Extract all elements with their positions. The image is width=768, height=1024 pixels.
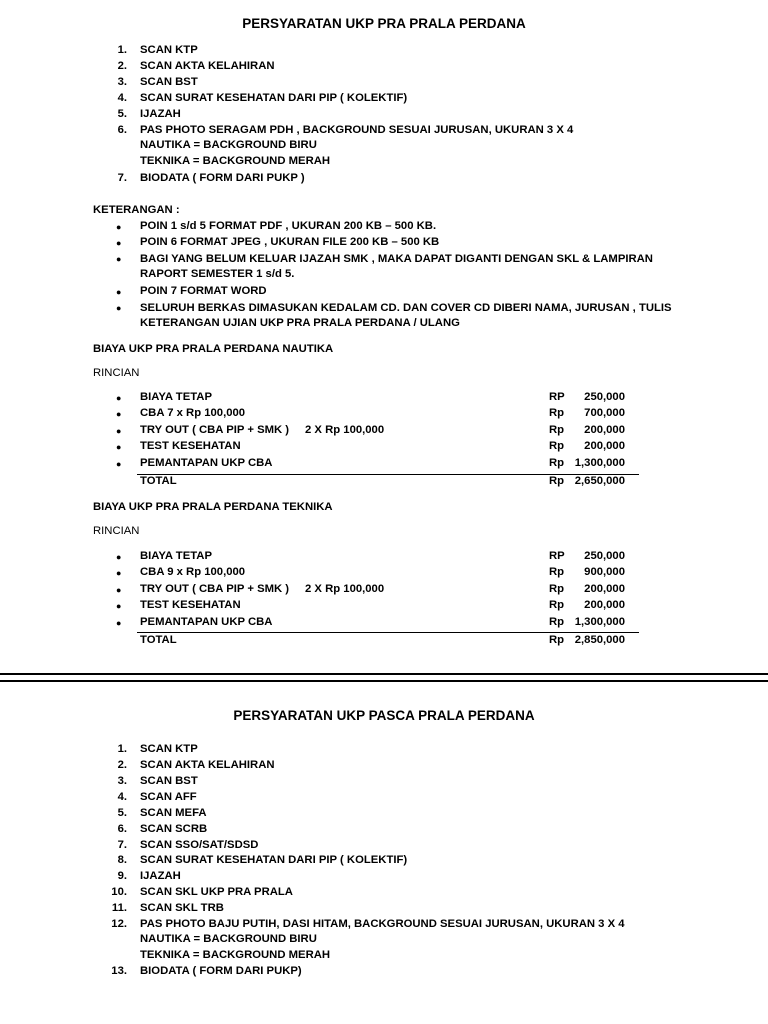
page-divider — [0, 673, 768, 675]
cost-amount: 900,000 — [584, 566, 625, 578]
list-item: SCAN SKL TRB — [140, 902, 224, 914]
cost-label: BIAYA TETAP — [140, 550, 212, 562]
list-number: 3. — [117, 775, 127, 787]
list-number: 1. — [117, 44, 127, 56]
list-item: SCAN SKL UKP PRA PRALA — [140, 886, 293, 898]
list-number: 6. — [117, 124, 127, 136]
list-item: SCAN SSO/SAT/SDSD — [140, 839, 259, 851]
cost-currency: Rp — [549, 440, 565, 452]
cost-label: TEST KESEHATAN — [140, 440, 241, 452]
cost-currency: Rp — [549, 583, 565, 595]
bullet: ● — [116, 585, 122, 595]
list-item: SCAN SURAT KESEHATAN DARI PIP ( KOLEKTIF) — [140, 92, 408, 104]
cost-label: TRY OUT ( CBA PIP + SMK ) — [140, 583, 290, 595]
list-number: 6. — [117, 823, 127, 835]
nautika-heading: BIAYA UKP PRA PRALA PERDANA NAUTIKA — [93, 343, 334, 355]
list-item: BIODATA ( FORM DARI PUKP ) — [140, 172, 305, 184]
list-item: SCAN SCRB — [140, 823, 208, 835]
prala-title: PERSYARATAN UKP PRA PRALA PERDANA — [242, 16, 526, 31]
keterangan-label: KETERANGAN : — [93, 204, 180, 216]
total-divider — [137, 632, 639, 633]
cost-multiplier: 2 X Rp 100,000 — [305, 583, 385, 595]
total-amount: 2,850,000 — [574, 634, 625, 646]
cost-currency: Rp — [549, 616, 565, 628]
bullet: ● — [116, 552, 122, 562]
bullet: ● — [116, 426, 122, 436]
list-item: BIODATA ( FORM DARI PUKP) — [140, 965, 302, 977]
list-item: SCAN KTP — [140, 44, 198, 56]
total-currency: Rp — [549, 475, 565, 487]
cost-amount: 250,000 — [584, 391, 625, 403]
list-number: 5. — [117, 807, 127, 819]
list-number: 7. — [117, 839, 127, 851]
keterangan-item: POIN 7 FORMAT WORD — [140, 285, 267, 297]
list-number: 1. — [117, 743, 127, 755]
cost-currency: RP — [549, 391, 565, 403]
list-item-subline: NAUTIKA = BACKGROUND BIRU — [140, 933, 317, 945]
bullet: ● — [116, 393, 122, 403]
list-number: 12. — [111, 918, 127, 930]
list-item: SCAN AKTA KELAHIRAN — [140, 60, 275, 72]
cost-currency: Rp — [549, 407, 565, 419]
list-item-subline: NAUTIKA = BACKGROUND BIRU — [140, 139, 317, 151]
cost-label: PEMANTAPAN UKP CBA — [140, 457, 273, 469]
list-item: IJAZAH — [140, 870, 181, 882]
list-item: SCAN KTP — [140, 743, 198, 755]
list-number: 5. — [117, 108, 127, 120]
list-item: PAS PHOTO BAJU PUTIH, DASI HITAM, BACKGROUND SESUAI JURUSAN, UKURAN 3 X 4 — [140, 918, 625, 930]
cost-currency: Rp — [549, 457, 565, 469]
list-number: 2. — [117, 759, 127, 771]
list-number: 10. — [111, 886, 127, 898]
list-item-subline: TEKNIKA = BACKGROUND MERAH — [140, 155, 331, 167]
list-number: 11. — [111, 902, 127, 914]
keterangan-item-cont: KETERANGAN UJIAN UKP PRA PRALA PERDANA / ULANG — [140, 317, 460, 329]
total-label: TOTAL — [140, 475, 177, 487]
bullet: ● — [116, 303, 122, 313]
cost-label: BIAYA TETAP — [140, 391, 212, 403]
keterangan-item: POIN 1 s/d 5 FORMAT PDF , UKURAN 200 KB – 500 KB. — [140, 220, 437, 232]
cost-amount: 1,300,000 — [574, 457, 625, 469]
bullet: ● — [116, 254, 122, 264]
list-number: 3. — [117, 76, 127, 88]
cost-amount: 1,300,000 — [574, 616, 625, 628]
bullet: ● — [116, 459, 122, 469]
bullet: ● — [116, 287, 122, 297]
bullet: ● — [116, 222, 122, 232]
list-number: 4. — [117, 791, 127, 803]
list-number: 4. — [117, 92, 127, 104]
cost-currency: Rp — [549, 599, 565, 611]
bullet: ● — [116, 601, 122, 611]
keterangan-item: SELURUH BERKAS DIMASUKAN KEDALAM CD. DAN COVER CD DIBERI NAMA, JURUSAN , TULIS — [140, 302, 672, 314]
list-item: SCAN BST — [140, 775, 198, 787]
cost-amount: 200,000 — [584, 424, 625, 436]
cost-label: TEST KESEHATAN — [140, 599, 241, 611]
keterangan-item: POIN 6 FORMAT JPEG , UKURAN FILE 200 KB – 500 KB — [140, 236, 440, 248]
list-item: SCAN BST — [140, 76, 198, 88]
cost-label: CBA 7 x Rp 100,000 — [140, 407, 246, 419]
teknika-rincian: RINCIAN — [93, 525, 140, 537]
cost-label: CBA 9 x Rp 100,000 — [140, 566, 246, 578]
bullet: ● — [116, 442, 122, 452]
pasca-title: PERSYARATAN UKP PASCA PRALA PERDANA — [233, 708, 535, 723]
cost-multiplier: 2 X Rp 100,000 — [305, 424, 385, 436]
cost-label: PEMANTAPAN UKP CBA — [140, 616, 273, 628]
list-number: 13. — [111, 965, 127, 977]
list-item: IJAZAH — [140, 108, 181, 120]
cost-currency: Rp — [549, 424, 565, 436]
cost-currency: Rp — [549, 566, 565, 578]
list-number: 2. — [117, 60, 127, 72]
bullet: ● — [116, 568, 122, 578]
cost-amount: 200,000 — [584, 440, 625, 452]
keterangan-item-cont: RAPORT SEMESTER 1 s/d 5. — [140, 268, 295, 280]
list-item: SCAN AFF — [140, 791, 197, 803]
cost-amount: 700,000 — [584, 407, 625, 419]
list-number: 9. — [117, 870, 127, 882]
teknika-heading: BIAYA UKP PRA PRALA PERDANA TEKNIKA — [93, 501, 333, 513]
bullet: ● — [116, 618, 122, 628]
bullet: ● — [116, 238, 122, 248]
keterangan-item: BAGI YANG BELUM KELUAR IJAZAH SMK , MAKA DAPAT DIGANTI DENGAN SKL & LAMPIRAN — [140, 253, 653, 265]
list-item: SCAN SURAT KESEHATAN DARI PIP ( KOLEKTIF) — [140, 854, 408, 866]
list-item: PAS PHOTO SERAGAM PDH , BACKGROUND SESUAI JURUSAN, UKURAN 3 X 4 — [140, 124, 574, 136]
cost-label: TRY OUT ( CBA PIP + SMK ) — [140, 424, 290, 436]
list-item: SCAN AKTA KELAHIRAN — [140, 759, 275, 771]
page-divider — [0, 680, 768, 682]
total-currency: Rp — [549, 634, 565, 646]
nautika-rincian: RINCIAN — [93, 367, 140, 379]
list-item-subline: TEKNIKA = BACKGROUND MERAH — [140, 949, 331, 961]
cost-amount: 250,000 — [584, 550, 625, 562]
list-number: 7. — [117, 172, 127, 184]
cost-currency: RP — [549, 550, 565, 562]
list-number: 8. — [117, 854, 127, 866]
cost-amount: 200,000 — [584, 599, 625, 611]
bullet: ● — [116, 409, 122, 419]
cost-amount: 200,000 — [584, 583, 625, 595]
list-item: SCAN MEFA — [140, 807, 207, 819]
total-label: TOTAL — [140, 634, 177, 646]
total-amount: 2,650,000 — [574, 475, 625, 487]
